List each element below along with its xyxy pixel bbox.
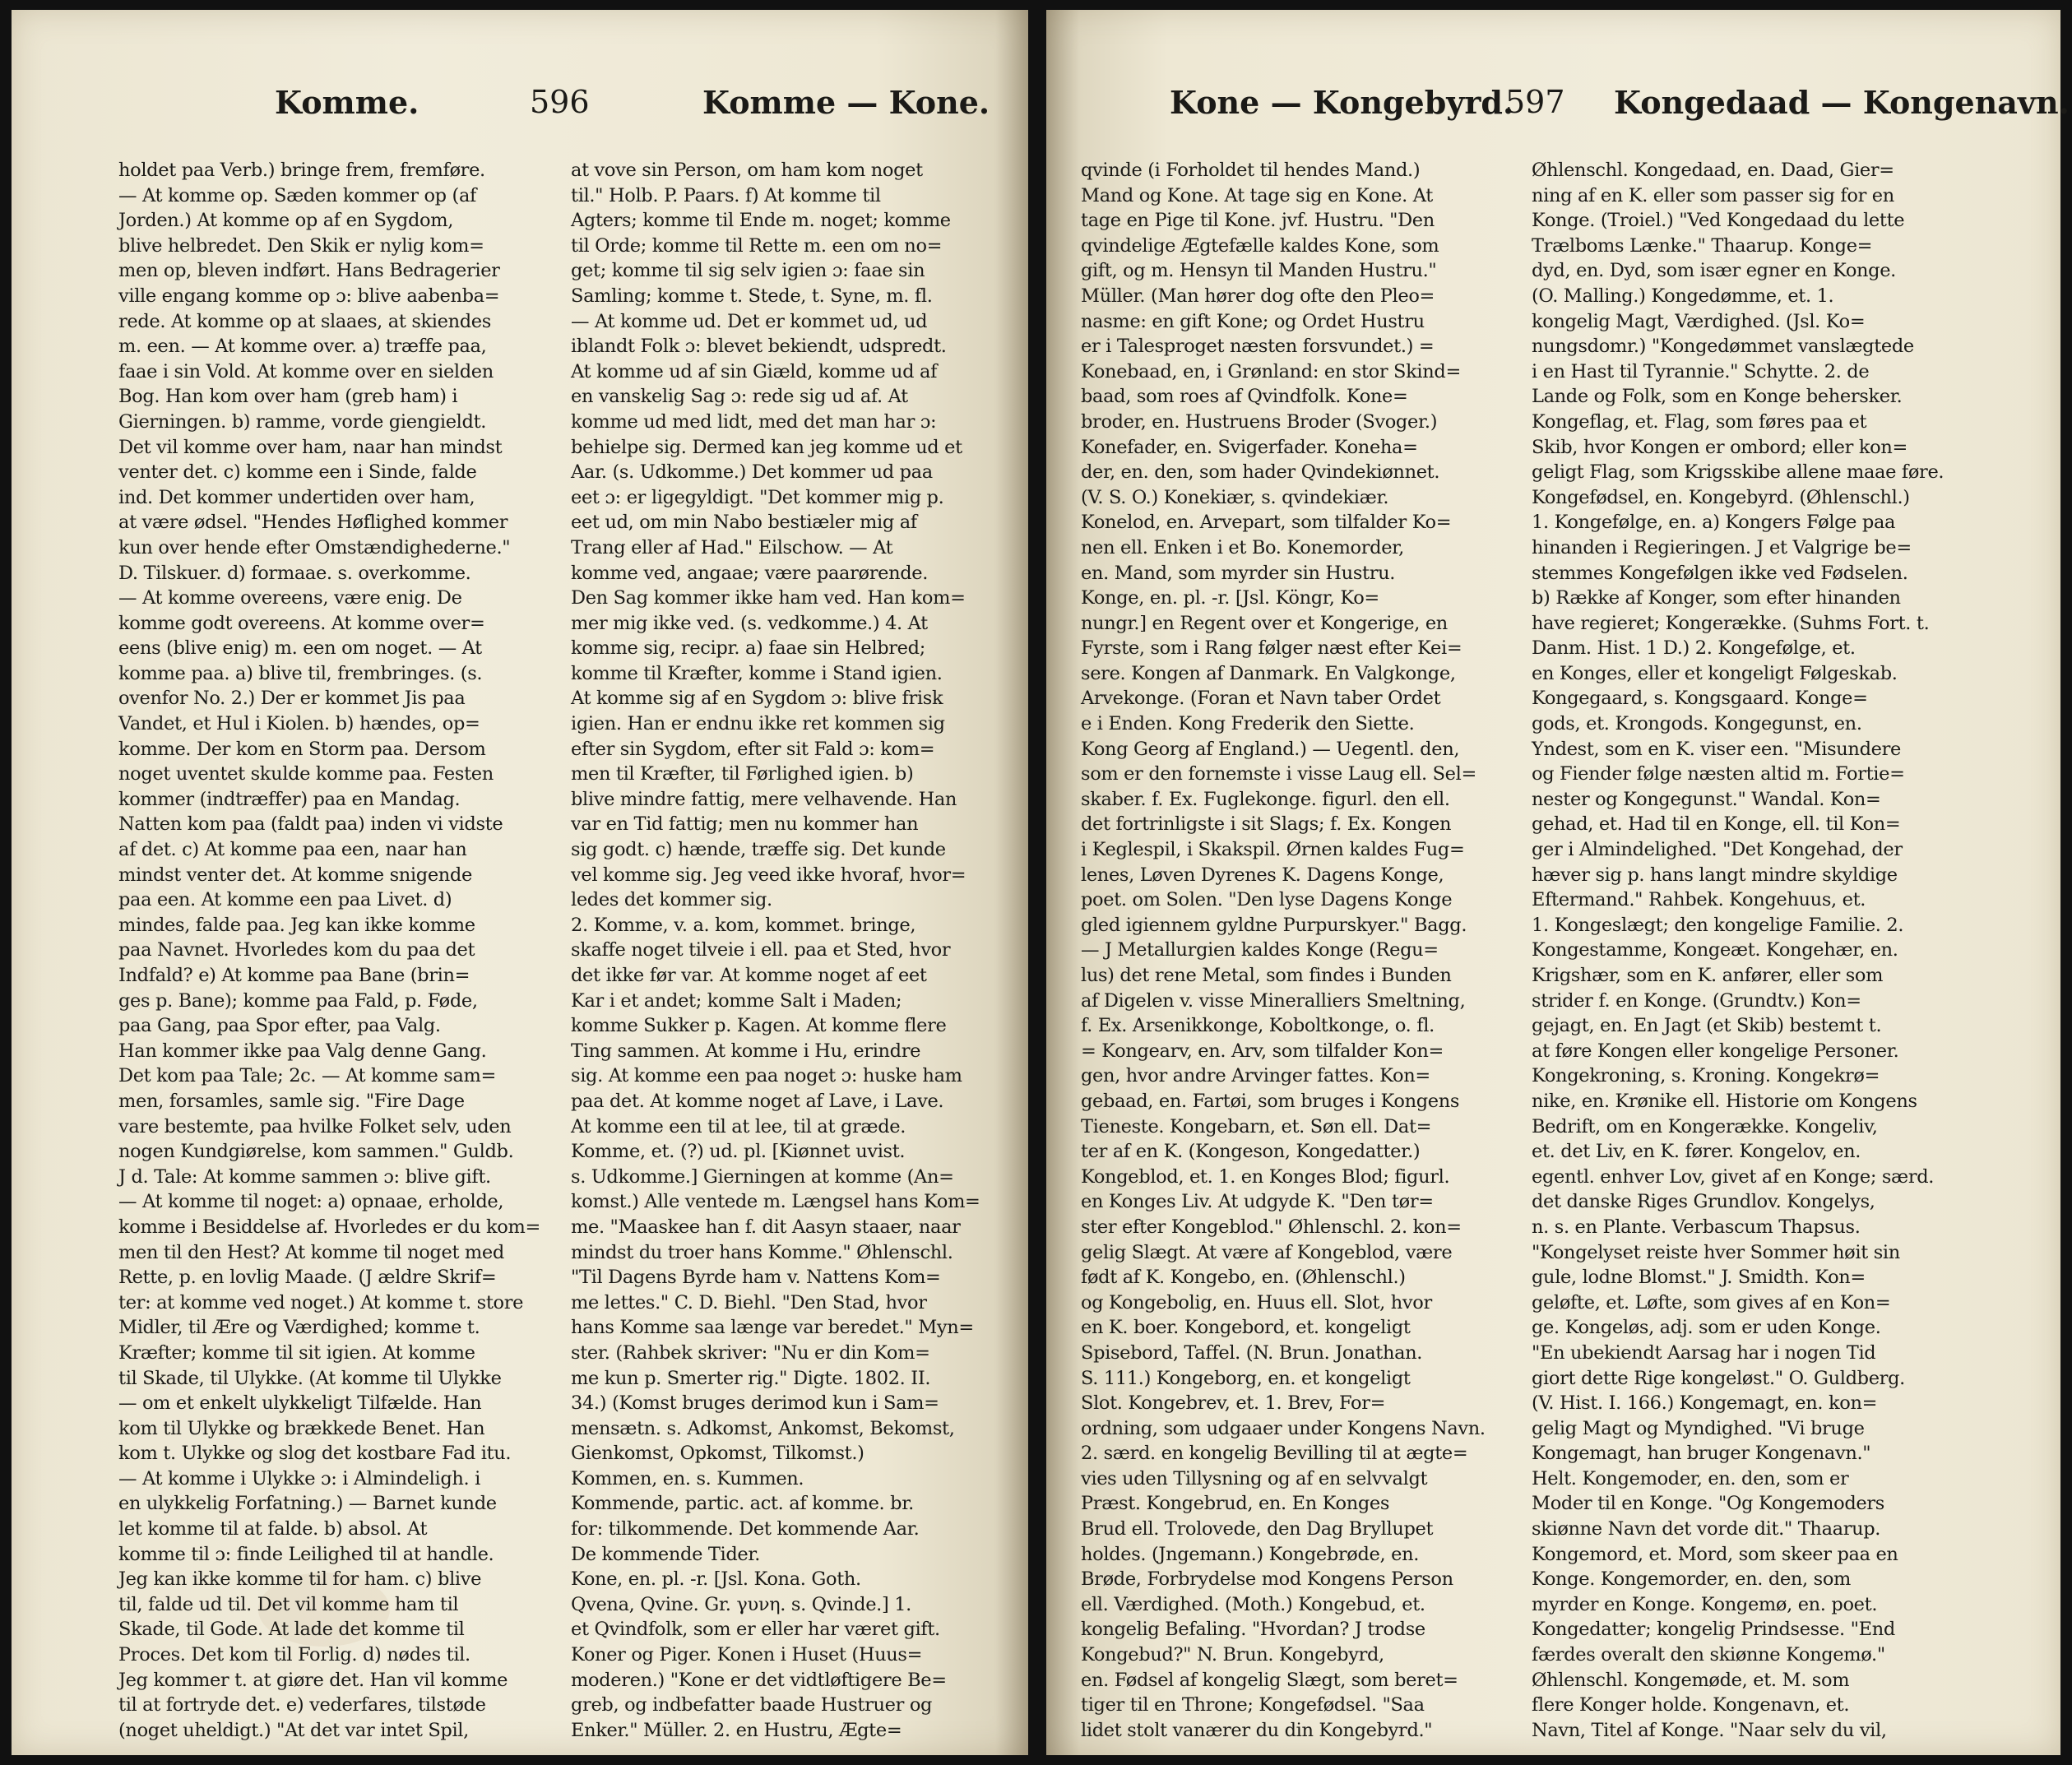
text-line: — At komme op. Sæden kommer op (af [118, 184, 476, 206]
text-line: og Kongebolig, en. Huus ell. Slot, hvor [1081, 1291, 1432, 1313]
text-line: Kongekroning, s. Kroning. Kongekrø= [1532, 1065, 1880, 1087]
text-line: og Fiender følge næsten altid m. Fortie= [1532, 763, 1905, 785]
text-line: komme til ɔ: finde Leilighed til at handle. [118, 1543, 494, 1565]
text-line: mindst du troer hans Komme." Øhlenschl. [571, 1241, 953, 1263]
text-line: men op, bleven indført. Hans Bedragerier [118, 260, 500, 282]
text-line: Skade, til Gode. At lade det komme til [118, 1619, 465, 1641]
text-line: men til den Hest? At komme til noget med [118, 1241, 504, 1263]
text-line: i en Hast til Tyrannie." Schytte. 2. de [1532, 360, 1870, 382]
gutter-shadow [1046, 10, 1079, 1755]
text-line: Brøde, Forbrydelse mod Kongens Person [1081, 1568, 1453, 1591]
text-line: var en Tid fattig; men nu kommer han [571, 813, 919, 836]
text-line: skaber. f. Ex. Fuglekonge. figurl. den ell. [1081, 788, 1450, 810]
text-line: Det vil komme over ham, naar han mindst [118, 436, 503, 458]
text-line: f. Ex. Arsenikkonge, Koboltkonge, o. fl. [1081, 1015, 1435, 1037]
text-line: Moder til en Konge. "Og Kongemoders [1532, 1493, 1884, 1515]
text-line: ges p. Bane); komme paa Fald, p. Føde, [118, 989, 478, 1012]
text-line: "En ubekiendt Aarsag har i nogen Tid [1532, 1341, 1876, 1364]
text-line: paa det. At komme noget af Lave, i Lave. [571, 1090, 944, 1112]
text-line: m. een. — At komme over. a) træffe paa, [118, 336, 487, 358]
text-line: poet. om Solen. "Den lyse Dagens Konge [1081, 889, 1453, 911]
text-line: Kongemagt, han bruger Kongenavn." [1532, 1443, 1871, 1465]
text-line: gelig Magt og Myndighed. "Vi bruge [1532, 1417, 1865, 1439]
text-line: mindst venter det. At komme snigende [118, 864, 472, 886]
text-line: efter sin Sygdom, efter sit Fald ɔ: kom= [571, 738, 935, 760]
right-column-1 [1081, 158, 1517, 1741]
text-line: Bedrift, om en Kongerække. Kongeliv, [1532, 1115, 1878, 1137]
text-line: komme til Kræfter, komme i Stand igien. [571, 662, 943, 684]
text-line: have regieret; Kongerække. (Suhms Fort. t. [1532, 612, 1930, 634]
text-line: me lettes." C. D. Biehl. "Den Stad, hvor [571, 1291, 927, 1313]
text-line: tage en Pige til Kone. jvf. Hustru. "Den [1081, 210, 1435, 232]
text-line: hæver sig p. hans langt mindre skyldige [1532, 864, 1898, 886]
text-line: Kone, en. pl. -r. [Jsl. Kona. Goth. [571, 1568, 861, 1591]
text-line: Natten kom paa (faldt paa) inden vi vidste [118, 813, 503, 836]
text-line: kun over hende efter Omstændighederne." [118, 536, 511, 558]
text-line: tiger til en Throne; Kongefødsel. "Saa [1081, 1694, 1425, 1716]
text-line: Lande og Folk, som en Konge behersker. [1532, 386, 1903, 408]
text-line: Kongemord, et. Mord, som skeer paa en [1532, 1543, 1898, 1565]
text-line: Kong Georg af England.) — Uegentl. den, [1081, 738, 1460, 760]
text-line: nungsdomr.) "Kongedømmet vanslægtede [1532, 336, 1914, 358]
text-line: komme sig, recipr. a) faae sin Helbred; [571, 637, 925, 660]
text-line: Indfald? e) At komme paa Bane (brin= [118, 965, 470, 986]
text-line: (noget uheldigt.) "At det var intet Spil, [118, 1719, 469, 1741]
text-line: Kræfter; komme til sit igien. At komme [118, 1341, 475, 1364]
text-line: Jeg kan ikke komme til for ham. c) blive [118, 1568, 482, 1591]
text-line: som er den fornemste i visse Laug ell. Sel= [1081, 763, 1476, 785]
text-line: komme godt overeens. At komme over= [118, 612, 485, 634]
text-line: (V. S. O.) Konekiær, s. qvindekiær. [1081, 486, 1389, 508]
text-line: i Keglespil, i Skakspil. Ørnen kaldes Fug= [1081, 839, 1465, 861]
text-line: 1. Kongeslægt; den kongelige Familie. 2. [1532, 914, 1904, 936]
text-line: kom til Ulykke og brækkede Benet. Han [118, 1417, 485, 1439]
text-line: me. "Maaskee han f. dit Aasyn staaer, naar [571, 1216, 961, 1238]
text-line: Det kom paa Tale; 2c. — At komme sam= [118, 1065, 496, 1087]
text-line: blive mindre fattig, mere velhavende. Han [571, 788, 957, 810]
text-line: rede. At komme op at slaaes, at skiendes [118, 310, 491, 332]
text-line: paa een. At komme een paa Livet. d) [118, 889, 452, 911]
text-line: til Skade, til Ulykke. (At komme til Ulykke [118, 1367, 502, 1389]
text-line: D. Tilskuer. d) formaae. s. overkomme. [118, 562, 471, 584]
text-line: til, falde ud til. Det vil komme ham til [118, 1593, 459, 1615]
text-line: Jeg kommer t. at giøre det. Han vil komme [118, 1669, 508, 1691]
text-line: at vove sin Person, om ham kom noget [571, 160, 923, 181]
text-line: noget uventet skulde komme paa. Festen [118, 763, 494, 785]
text-line: let komme til at falde. b) absol. At [118, 1518, 428, 1540]
text-line: gule, lodne Blomst." J. Smidth. Kon= [1532, 1267, 1866, 1289]
text-line: det danske Riges Grundlov. Kongelys, [1532, 1191, 1875, 1213]
text-line: ind. Det kommer undertiden over ham, [118, 486, 475, 508]
text-line: en vanskelig Sag ɔ: rede sig ud af. At [571, 386, 908, 408]
text-line: e i Enden. Kong Frederik den Siette. [1081, 713, 1415, 735]
text-line: ter af en K. (Kongeson, Kongedatter.) [1081, 1141, 1421, 1163]
text-line: (O. Malling.) Kongedømme, et. 1. [1532, 285, 1834, 307]
text-line: 34.) (Komst bruges derimod kun i Sam= [571, 1392, 939, 1415]
text-line: = Kongearv, en. Arv, som tilfalder Kon= [1081, 1040, 1444, 1062]
text-line: af det. c) At komme paa een, naar han [118, 839, 467, 861]
text-line: at føre Kongen eller kongelige Personer. [1532, 1040, 1899, 1062]
text-line: gled igiennem gyldne Purpurskyer." Bagg. [1081, 914, 1467, 936]
text-line: 1. Kongefølge, en. a) Kongers Følge paa [1532, 512, 1896, 534]
text-line: Kongeblod, et. 1. en Konges Blod; figurl. [1081, 1165, 1450, 1188]
text-line: Ting sammen. At komme i Hu, erindre [571, 1040, 921, 1062]
text-line: kommer (indtræffer) paa en Mandag. [118, 788, 461, 810]
text-line: Kongestamme, Kongeæt. Kongehær, en. [1532, 939, 1898, 961]
text-line: strider f. en Konge. (Grundtv.) Kon= [1532, 989, 1861, 1012]
text-line: Danm. Hist. 1 D.) 2. Kongefølge, et. [1532, 637, 1856, 660]
text-line: er i Talesproget næsten forsvundet.) = [1081, 336, 1435, 358]
text-line: venter det. c) komme een i Sinde, falde [118, 461, 477, 484]
text-line: Rette, p. en lovlig Maade. (J ældre Skrif= [118, 1267, 497, 1289]
right-header-range: Kone — Kongebyrd. [1170, 84, 1514, 121]
left-header-guideword: Komme. [275, 84, 419, 121]
text-line: vel komme sig. Jeg veed ikke hvoraf, hvor= [571, 864, 966, 886]
text-line: giort dette Rige kongeløst." O. Guldberg. [1532, 1367, 1905, 1389]
text-line: Koner og Piger. Konen i Huset (Huus= [571, 1644, 923, 1666]
text-line: nogen Kundgiørelse, kom sammen." Guldb. [118, 1141, 514, 1163]
text-line: n. s. en Plante. Verbascum Thapsus. [1532, 1216, 1861, 1238]
text-line: Præst. Kongebrud, en. En Konges [1081, 1493, 1390, 1515]
right-header-guideword: Kongedaad — Kongenavn. [1614, 84, 2070, 121]
text-line: gehad, et. Had til en Konge, ell. til Kon= [1532, 813, 1901, 836]
text-line: Konge. Kongemorder, en. den, som [1532, 1568, 1852, 1591]
text-line: myrder en Konge. Kongemø, en. poet. [1532, 1593, 1878, 1615]
text-line: gen, hvor andre Arvinger fattes. Kon= [1081, 1065, 1430, 1087]
text-line: Fyrste, som i Rang følger næst efter Kei= [1081, 637, 1462, 660]
text-line: ster. (Rahbek skriver: "Nu er din Kom= [571, 1341, 930, 1364]
text-line: ordning, som udgaaer under Kongens Navn. [1081, 1417, 1486, 1439]
text-line: Kongebud?" N. Brun. Kongebyrd, [1081, 1644, 1384, 1666]
text-line: Jorden.) At komme op af en Sygdom, [118, 210, 453, 232]
text-line: Øhlenschl. Kongemøde, et. M. som [1532, 1669, 1850, 1691]
text-line: stemmes Kongefølgen ikke ved Fødselen. [1532, 562, 1908, 584]
text-line: Konge, en. pl. -r. [Jsl. Köngr, Ko= [1081, 587, 1379, 609]
text-line: flere Konger holde. Kongenavn, et. [1532, 1694, 1850, 1716]
text-line: "Til Dagens Byrde ham v. Nattens Kom= [571, 1267, 941, 1289]
gutter-shadow [995, 10, 1028, 1755]
text-line: komme paa. a) blive til, frembringes. (s. [118, 662, 483, 684]
text-line: geløfte, et. Løfte, som gives af en Kon= [1532, 1291, 1891, 1313]
text-line: færdes overalt den skiønne Kongemø." [1532, 1644, 1885, 1666]
text-line: "Kongelyset reiste hver Sommer høit sin [1532, 1241, 1900, 1263]
text-line: ger i Almindelighed. "Det Kongehad, der [1532, 839, 1903, 861]
text-line: Trang eller af Had." Eilschow. — At [571, 536, 893, 558]
text-line: ville engang komme op ɔ: blive aabenba= [118, 285, 500, 307]
text-line: eet ud, om min Nabo bestiæler mig af [571, 512, 917, 534]
text-line: til Orde; komme til Rette m. een om no= [571, 234, 943, 257]
text-line: — At komme ud. Det er kommet ud, ud [571, 310, 928, 332]
text-line: nester og Kongegunst." Wandal. Kon= [1532, 788, 1881, 810]
text-line: broder, en. Hustruens Broder (Svoger.) [1081, 410, 1438, 433]
text-line: en. Fødsel af kongelig Slægt, som beret= [1081, 1669, 1458, 1691]
text-line: Komme, et. (?) ud. pl. [Kiønnet uvist. [571, 1141, 906, 1163]
text-line: Han kommer ikke paa Valg denne Gang. [118, 1040, 487, 1062]
text-line: ning af en K. eller som passer sig for en [1532, 184, 1894, 206]
text-line: gejagt, en. En Jagt (et Skib) bestemt t. [1532, 1015, 1882, 1037]
text-line: Kongefødsel, en. Kongebyrd. (Øhlenschl.) [1532, 486, 1910, 508]
text-line: et Qvindfolk, som er eller har været gift. [571, 1619, 940, 1641]
text-line: Yndest, som en K. viser een. "Misundere [1532, 738, 1901, 760]
text-line: at være ødsel. "Hendes Høflighed kommer [118, 512, 508, 534]
text-line: ledes det kommer sig. [571, 889, 772, 911]
text-line: ster efter Kongeblod." Øhlenschl. 2. kon= [1081, 1216, 1462, 1238]
text-line: Tieneste. Kongebarn, et. Søn ell. Dat= [1081, 1115, 1432, 1137]
text-line: J d. Tale: At komme sammen ɔ: blive gift. [118, 1165, 491, 1188]
text-line: Øhlenschl. Kongedaad, en. Daad, Gier= [1532, 160, 1894, 181]
text-line: lidet stolt vanærer du din Kongebyrd." [1081, 1719, 1433, 1741]
text-line: De kommende Tider. [571, 1543, 761, 1565]
text-line: det ikke før var. At komme noget af eet [571, 965, 927, 986]
text-line: komme. Der kom en Storm paa. Dersom [118, 738, 486, 760]
text-line: der, en. den, som hader Qvindekiønnet. [1081, 461, 1440, 484]
text-line: holdes. (Jngemann.) Kongebrøde, en. [1081, 1543, 1420, 1565]
text-line: Kongedatter; kongelig Prindsesse. "End [1532, 1619, 1895, 1641]
text-line: Mand og Kone. At tage sig en Kone. At [1081, 184, 1433, 206]
text-line: Slot. Kongebrev, et. 1. Brev, For= [1081, 1392, 1386, 1415]
left-page [12, 10, 1028, 1755]
text-line: qvinde (i Forholdet til hendes Mand.) [1081, 160, 1421, 181]
text-line: Spisebord, Taffel. (N. Brun. Jonathan. [1081, 1341, 1423, 1364]
text-line: kongelig Magt, Værdighed. (Jsl. Ko= [1532, 310, 1866, 332]
text-line: Samling; komme t. Stede, t. Syne, m. fl. [571, 285, 933, 307]
text-line: egentl. enhver Lov, givet af en Konge; særd. [1532, 1165, 1935, 1188]
text-line: S. 111.) Kongeborg, en. et kongeligt [1081, 1367, 1411, 1389]
text-line: 2. Komme, v. a. kom, kommet. bringe, [571, 914, 916, 936]
text-line: Agters; komme til Ende m. noget; komme [571, 210, 951, 232]
text-line: qvindelige Ægtefælle kaldes Kone, som [1081, 234, 1439, 257]
text-line: paa Gang, paa Spor efter, paa Valg. [118, 1015, 441, 1037]
text-line: født af K. Kongebo, en. (Øhlenschl.) [1081, 1267, 1406, 1289]
text-line: Brud ell. Trolovede, den Dag Bryllupet [1081, 1518, 1434, 1540]
text-line: Helt. Kongemoder, en. den, som er [1532, 1467, 1849, 1489]
text-line: holdet paa Verb.) bringe frem, fremføre. [118, 160, 485, 181]
text-line: Qvena, Qvine. Gr. γυνη. s. Qvinde.] 1. [571, 1593, 911, 1615]
text-line: At komme een til at lee, til at græde. [571, 1115, 906, 1137]
text-line: gebaad, en. Fartøi, som bruges i Kongens [1081, 1090, 1460, 1112]
text-line: men til Kræfter, til Førlighed igien. b) [571, 763, 914, 785]
text-line: At komme sig af en Sygdom ɔ: blive frisk [571, 688, 943, 710]
text-line: lus) det rene Metal, som findes i Bunden [1081, 965, 1452, 986]
right-running-header [1046, 84, 2070, 125]
text-line: sig godt. c) hænde, træffe sig. Det kunde [571, 839, 946, 861]
text-line: Krigshær, som en K. anfører, eller som [1532, 965, 1884, 986]
text-line: mindes, falde paa. Jeg kan ikke komme [118, 914, 475, 936]
right-page [1046, 10, 2070, 1755]
text-line: komst.) Alle ventede m. Længsel hans Kom= [571, 1191, 980, 1213]
text-line: Müller. (Man hører dog ofte den Pleo= [1081, 285, 1435, 307]
text-line: en Konges Liv. At udgyde K. "Den tør= [1081, 1191, 1434, 1213]
text-line: — At komme i Ulykke ɔ: i Almindeligh. i [118, 1467, 480, 1489]
text-line: — om et enkelt ulykkeligt Tilfælde. Han [118, 1392, 482, 1415]
text-line: lenes, Løven Dyrenes K. Dagens Konge, [1081, 864, 1444, 886]
text-line: en. Mand, som myrder sin Hustru. [1081, 562, 1396, 584]
text-line: gods, et. Krongods. Kongegunst, en. [1532, 713, 1862, 735]
text-line: Aar. (s. Udkomme.) Det kommer ud paa [571, 461, 933, 484]
text-line: hinanden i Regieringen. J et Valgrige be= [1532, 536, 1912, 558]
text-line: nungr.] en Regent over et Kongerige, en [1081, 612, 1448, 634]
text-line: ell. Værdighed. (Moth.) Kongebud, et. [1081, 1593, 1425, 1615]
text-line: nike, en. Krønike ell. Historie om Kongens [1532, 1090, 1917, 1112]
text-line: hans Komme saa længe var beredet." Myn= [571, 1317, 974, 1339]
text-line: Eftermand." Rahbek. Kongehuus, et. [1532, 889, 1866, 911]
text-line: Vandet, et Hul i Kiolen. b) hændes, op= [118, 713, 480, 735]
text-line: baad, som roes af Qvindfolk. Kone= [1081, 386, 1408, 408]
text-line: nasme: en gift Kone; og Ordet Hustru [1081, 310, 1425, 332]
text-line: Gienkomst, Opkomst, Tilkomst.) [571, 1443, 864, 1465]
text-line: ter: at komme ved noget.) At komme t. store [118, 1291, 524, 1313]
text-line: en Konges, eller et kongeligt Følgeskab. [1532, 662, 1898, 684]
text-line: et. det Liv, en K. fører. Kongelov, en. [1532, 1141, 1861, 1163]
text-line: iblandt Folk ɔ: blevet bekiendt, udspredt. [571, 336, 947, 358]
text-line: s. Udkomme.] Gierningen at komme (An= [571, 1165, 954, 1188]
text-line: til at fortryde det. e) vederfares, tilstøde [118, 1694, 486, 1716]
text-line: faae i sin Vold. At komme over en sielden [118, 360, 494, 382]
text-line: vies uden Tillysning og af en selvvalgt [1081, 1467, 1428, 1489]
text-line: Enker." Müller. 2. en Hustru, Ægte= [571, 1719, 902, 1741]
text-line: sere. Kongen af Danmark. En Valgkonge, [1081, 662, 1456, 684]
text-line: ovenfor No. 2.) Der er kommet Jis paa [118, 688, 466, 710]
text-line: en ulykkelig Forfatning.) — Barnet kunde [118, 1493, 497, 1515]
text-line: for: tilkommende. Det kommende Aar. [571, 1518, 920, 1540]
text-line: Kommen, en. s. Kummen. [571, 1467, 804, 1489]
text-line: ge. Kongeløs, adj. som er uden Konge. [1532, 1317, 1881, 1339]
text-line: gelig Slægt. At være af Kongeblod, være [1081, 1241, 1453, 1263]
text-line: men, forsamles, samle sig. "Fire Dage [118, 1090, 465, 1112]
text-line: en K. boer. Kongebord, et. kongeligt [1081, 1317, 1411, 1339]
text-line: Arvekonge. (Foran et Navn taber Ordet [1081, 688, 1441, 710]
text-line: 2. særd. en kongelig Bevilling til at ægte= [1081, 1443, 1468, 1465]
left-column-2 [571, 158, 1007, 1741]
text-line: blive helbredet. Den Skik er nylig kom= [118, 234, 484, 257]
text-line: eens (blive enig) m. een om noget. — At [118, 637, 482, 660]
text-line: nen ell. Enken i et Bo. Konemorder, [1081, 536, 1404, 558]
left-header-range: Komme — Kone. [702, 84, 990, 121]
left-page-number: 596 [530, 84, 590, 120]
text-line: At komme ud af sin Giæld, komme ud af [571, 360, 938, 382]
text-line: til." Holb. P. Paars. f) At komme til [571, 184, 881, 206]
text-line: mer mig ikke ved. (s. vedkomme.) 4. At [571, 612, 928, 634]
text-line: Gierningen. b) ramme, vorde giengieldt. [118, 410, 487, 433]
text-line: Skib, hvor Kongen er ombord; eller kon= [1532, 436, 1907, 458]
text-line: paa Navnet. Hvorledes kom du paa det [118, 939, 475, 961]
text-line: kongelig Befaling. "Hvordan? J trodse [1081, 1619, 1425, 1641]
text-line: Kar i et andet; komme Salt i Maden; [571, 989, 902, 1012]
text-line: det fortrinligste i sit Slags; f. Ex. Kongen [1081, 813, 1452, 836]
text-line: Proces. Det kom til Forlig. d) nødes til. [118, 1644, 470, 1666]
left-column-1 [118, 158, 554, 1741]
text-line: Konge. (Troiel.) "Ved Kongedaad du lette [1532, 210, 1905, 232]
text-line: Kongeflag, et. Flag, som føres paa et [1532, 410, 1867, 433]
text-line: Konelod, en. Arvepart, som tilfalder Ko= [1081, 512, 1452, 534]
text-line: dyd, en. Dyd, som især egner en Konge. [1532, 260, 1896, 282]
text-line: igien. Han er endnu ikke ret kommen sig [571, 713, 945, 735]
text-line: komme i Besiddelse af. Hvorledes er du kom= [118, 1216, 540, 1238]
text-line: — At komme til noget: a) opnaae, erholde, [118, 1191, 504, 1213]
text-line: kom t. Ulykke og slog det kostbare Fad itu. [118, 1443, 512, 1465]
text-line: Kongegaard, s. Kongsgaard. Konge= [1532, 688, 1868, 710]
text-line: vare bestemte, paa hvilke Folket selv, uden [118, 1115, 512, 1137]
text-line: — J Metallurgien kaldes Konge (Regu= [1081, 939, 1439, 961]
text-line: moderen.) "Kone er det vidtløftigere Be= [571, 1669, 947, 1691]
text-line: — At komme overeens, være enig. De [118, 587, 462, 609]
text-line: skaffe noget tilveie i ell. paa et Sted, hvor [571, 939, 951, 961]
text-line: b) Række af Konger, som efter hinanden [1532, 587, 1901, 609]
text-line: eet ɔ: er ligegyldigt. "Det kommer mig p. [571, 486, 944, 508]
text-line: (V. Hist. I. 166.) Kongemagt, en. kon= [1532, 1392, 1878, 1415]
text-line: me kun p. Smerter rig." Digte. 1802. II. [571, 1367, 931, 1389]
text-line: get; komme til sig selv igien ɔ: faae sin [571, 260, 925, 282]
text-line: Bog. Han kom over ham (greb ham) i [118, 386, 458, 408]
text-line: behielpe sig. Dermed kan jeg komme ud et [571, 436, 962, 458]
text-line: Kommende, partic. act. af komme. br. [571, 1493, 914, 1515]
text-line: gift, og m. Hensyn til Manden Hustru." [1081, 260, 1437, 282]
text-line: komme ud med lidt, med det man har ɔ: [571, 410, 937, 433]
text-line: Konebaad, en, i Grønland: en stor Skind= [1081, 360, 1461, 382]
text-line: Midler, til Ære og Værdighed; komme t. [118, 1317, 480, 1339]
text-line: Trælboms Lænke." Thaarup. Konge= [1532, 234, 1873, 257]
right-page-number: 597 [1505, 84, 1565, 120]
text-line: geligt Flag, som Krigsskibe allene maae føre. [1532, 461, 1945, 484]
text-line: af Digelen v. visse Mineralliers Smeltning, [1081, 989, 1466, 1012]
text-line: komme Sukker p. Kagen. At komme flere [571, 1015, 947, 1037]
text-line: Konefader, en. Svigerfader. Koneha= [1081, 436, 1418, 458]
text-line: greb, og indbefatter baade Hustruer og [571, 1694, 933, 1716]
right-column-2 [1532, 158, 1976, 1741]
text-line: komme ved, angaae; være paarørende. [571, 562, 929, 584]
text-line: mensætn. s. Adkomst, Ankomst, Bekomst, [571, 1417, 955, 1439]
text-line: Den Sag kommer ikke ham ved. Han kom= [571, 587, 966, 609]
text-line: sig. At komme een paa noget ɔ: huske ham [571, 1065, 962, 1087]
text-line: Navn, Titel af Konge. "Naar selv du vil, [1532, 1719, 1887, 1741]
left-running-header [12, 84, 1028, 125]
text-line: skiønne Navn det vorde dit." Thaarup. [1532, 1518, 1881, 1540]
